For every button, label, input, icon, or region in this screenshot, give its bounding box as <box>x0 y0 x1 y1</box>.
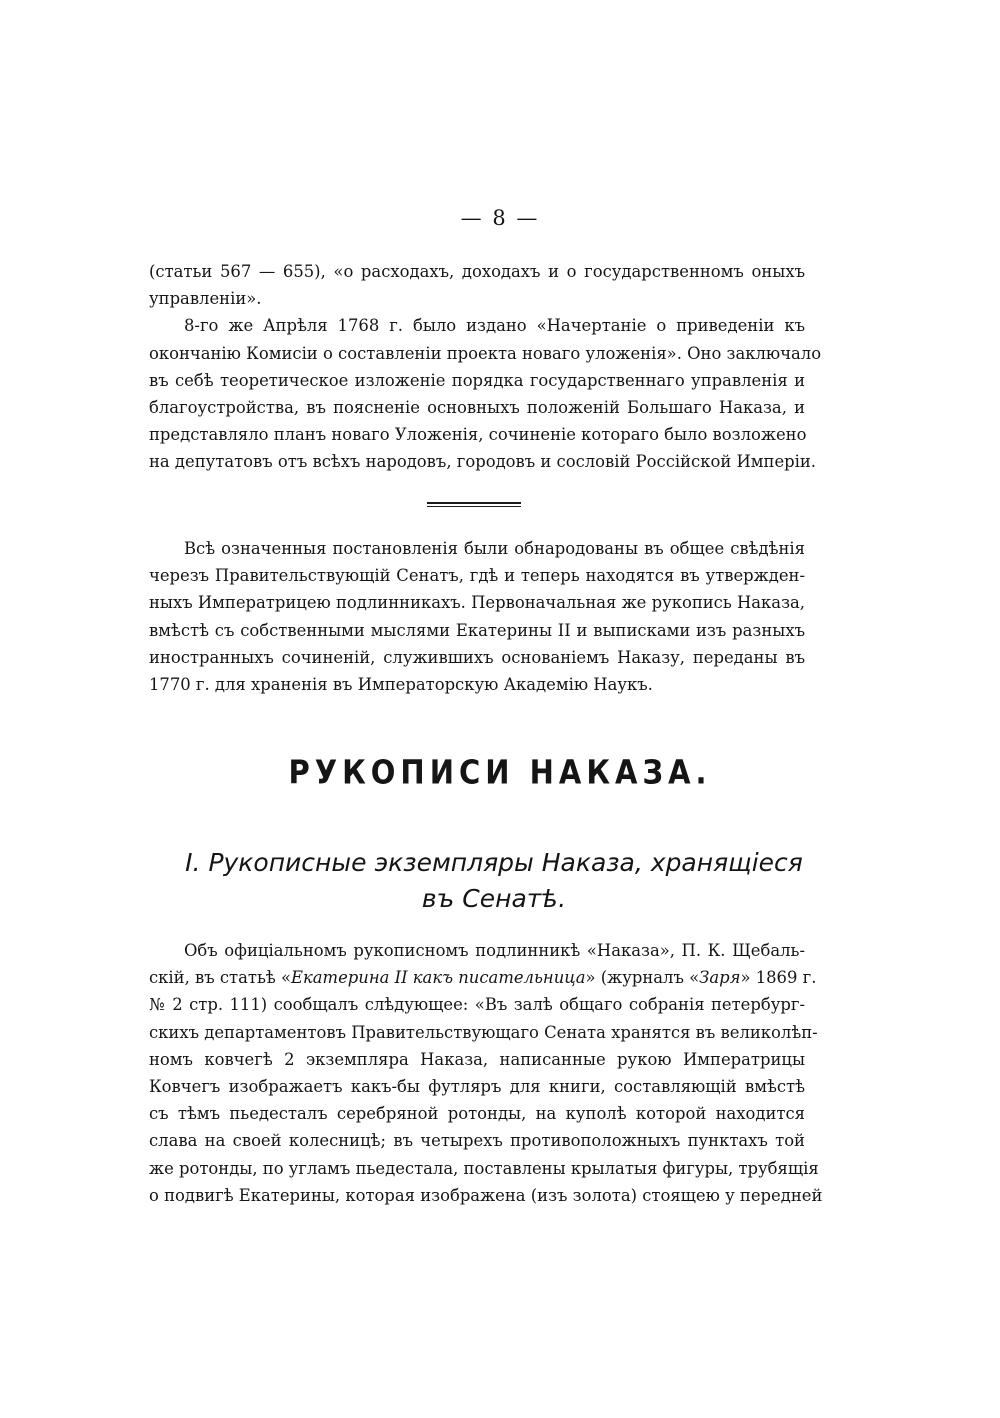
subsection-title <box>0 845 994 917</box>
section-title: РУКОПИСИ НАКАЗА. <box>288 752 712 792</box>
text-fragment: скій, въ статьѣ « <box>149 968 292 988</box>
subsection-title-line: въ Сенатѣ. <box>421 884 567 913</box>
text-fragment: » (журналъ « <box>585 968 700 988</box>
text-line: 1770 г. для храненія въ Императорскую Академію Наукъ. <box>149 675 653 695</box>
text-line: ныхъ Императрицею подлинникахъ. Первоначальная же рукопись Наказа, <box>149 593 805 613</box>
subsection-title-line: I. Рукописные экземпляры Наказа, хранящіеся <box>185 848 803 877</box>
text-line: вмѣстѣ съ собственными мыслями Екатерины II и выписками изъ разныхъ <box>149 620 805 640</box>
paragraph-statutes <box>149 258 822 476</box>
article-title: Екатерина II какъ писательница <box>291 968 586 988</box>
text-line: (статьи 567 — 655), «о расходахъ, доходахъ и о государственномъ оныхъ <box>149 262 805 281</box>
text-line <box>149 964 817 991</box>
journal-title: Заря <box>699 968 741 988</box>
text-line: Ковчегъ изображаетъ какъ-бы футляръ для книги, составляющій вмѣстѣ <box>149 1077 805 1097</box>
paragraph-publication <box>149 535 805 698</box>
text-line: представляло планъ новаго Уложенія, сочиненіе котораго было возложено <box>149 425 807 445</box>
text-line: номъ ковчегѣ 2 экземпляра Наказа, написанные рукою Императрицы <box>149 1049 805 1069</box>
text-line: иностранныхъ сочиненій, служившихъ основаніемъ Наказу, переданы въ <box>149 647 805 667</box>
text-line: управленіи». <box>149 289 262 309</box>
paragraph-manuscripts <box>149 937 823 1209</box>
page-number: — 8 — <box>460 206 540 230</box>
text-line: о подвигѣ Екатерины, которая изображена (изъ золота) стоящею у передней <box>149 1185 823 1205</box>
text-line: слава на своей колесницѣ; въ четырехъ противоположныхъ пунктахъ той <box>149 1131 805 1151</box>
text-line: Объ офиціальномъ рукописномъ подлинникѣ «Наказа», П. К. Щебаль- <box>184 941 805 960</box>
text-line: Всѣ означенныя постановленія были обнародованы въ общее свѣдѣнія <box>184 539 805 558</box>
text-line: съ тѣмъ пьедесталъ серебряной ротонды, на куполѣ которой находится <box>149 1104 805 1124</box>
text-line: скихъ департаментовъ Правительствующаго Сената хранятся въ великолѣп- <box>149 1022 818 1042</box>
text-line: благоустройства, въ поясненіе основныхъ положеній Большаго Наказа, и <box>149 398 805 418</box>
text-line: 8-го же Апрѣля 1768 г. было издано «Начертаніе о приведеніи къ <box>184 316 805 336</box>
text-line: черезъ Правительствующій Сенатъ, гдѣ и теперь находятся въ утвержден- <box>149 566 805 586</box>
text-line: на депутатовъ отъ всѣхъ народовъ, городовъ и сословій Россійской Имперіи. <box>149 452 817 472</box>
text-line: въ себѣ теоретическое изложеніе порядка государственнаго управленія и <box>149 370 805 390</box>
text-line: же ротонды, по угламъ пьедестала, поставлены крылатыя фигуры, трубящія <box>149 1158 819 1178</box>
text-fragment: » 1869 г. <box>740 968 817 988</box>
text-line: № 2 стр. 111) сообщалъ слѣдующее: «Въ залѣ общаго собранія петербург- <box>149 995 805 1015</box>
section-divider <box>427 502 521 508</box>
text-line: окончанію Комисіи о составленіи проекта новаго уложенія». Оно заключало <box>149 343 822 363</box>
